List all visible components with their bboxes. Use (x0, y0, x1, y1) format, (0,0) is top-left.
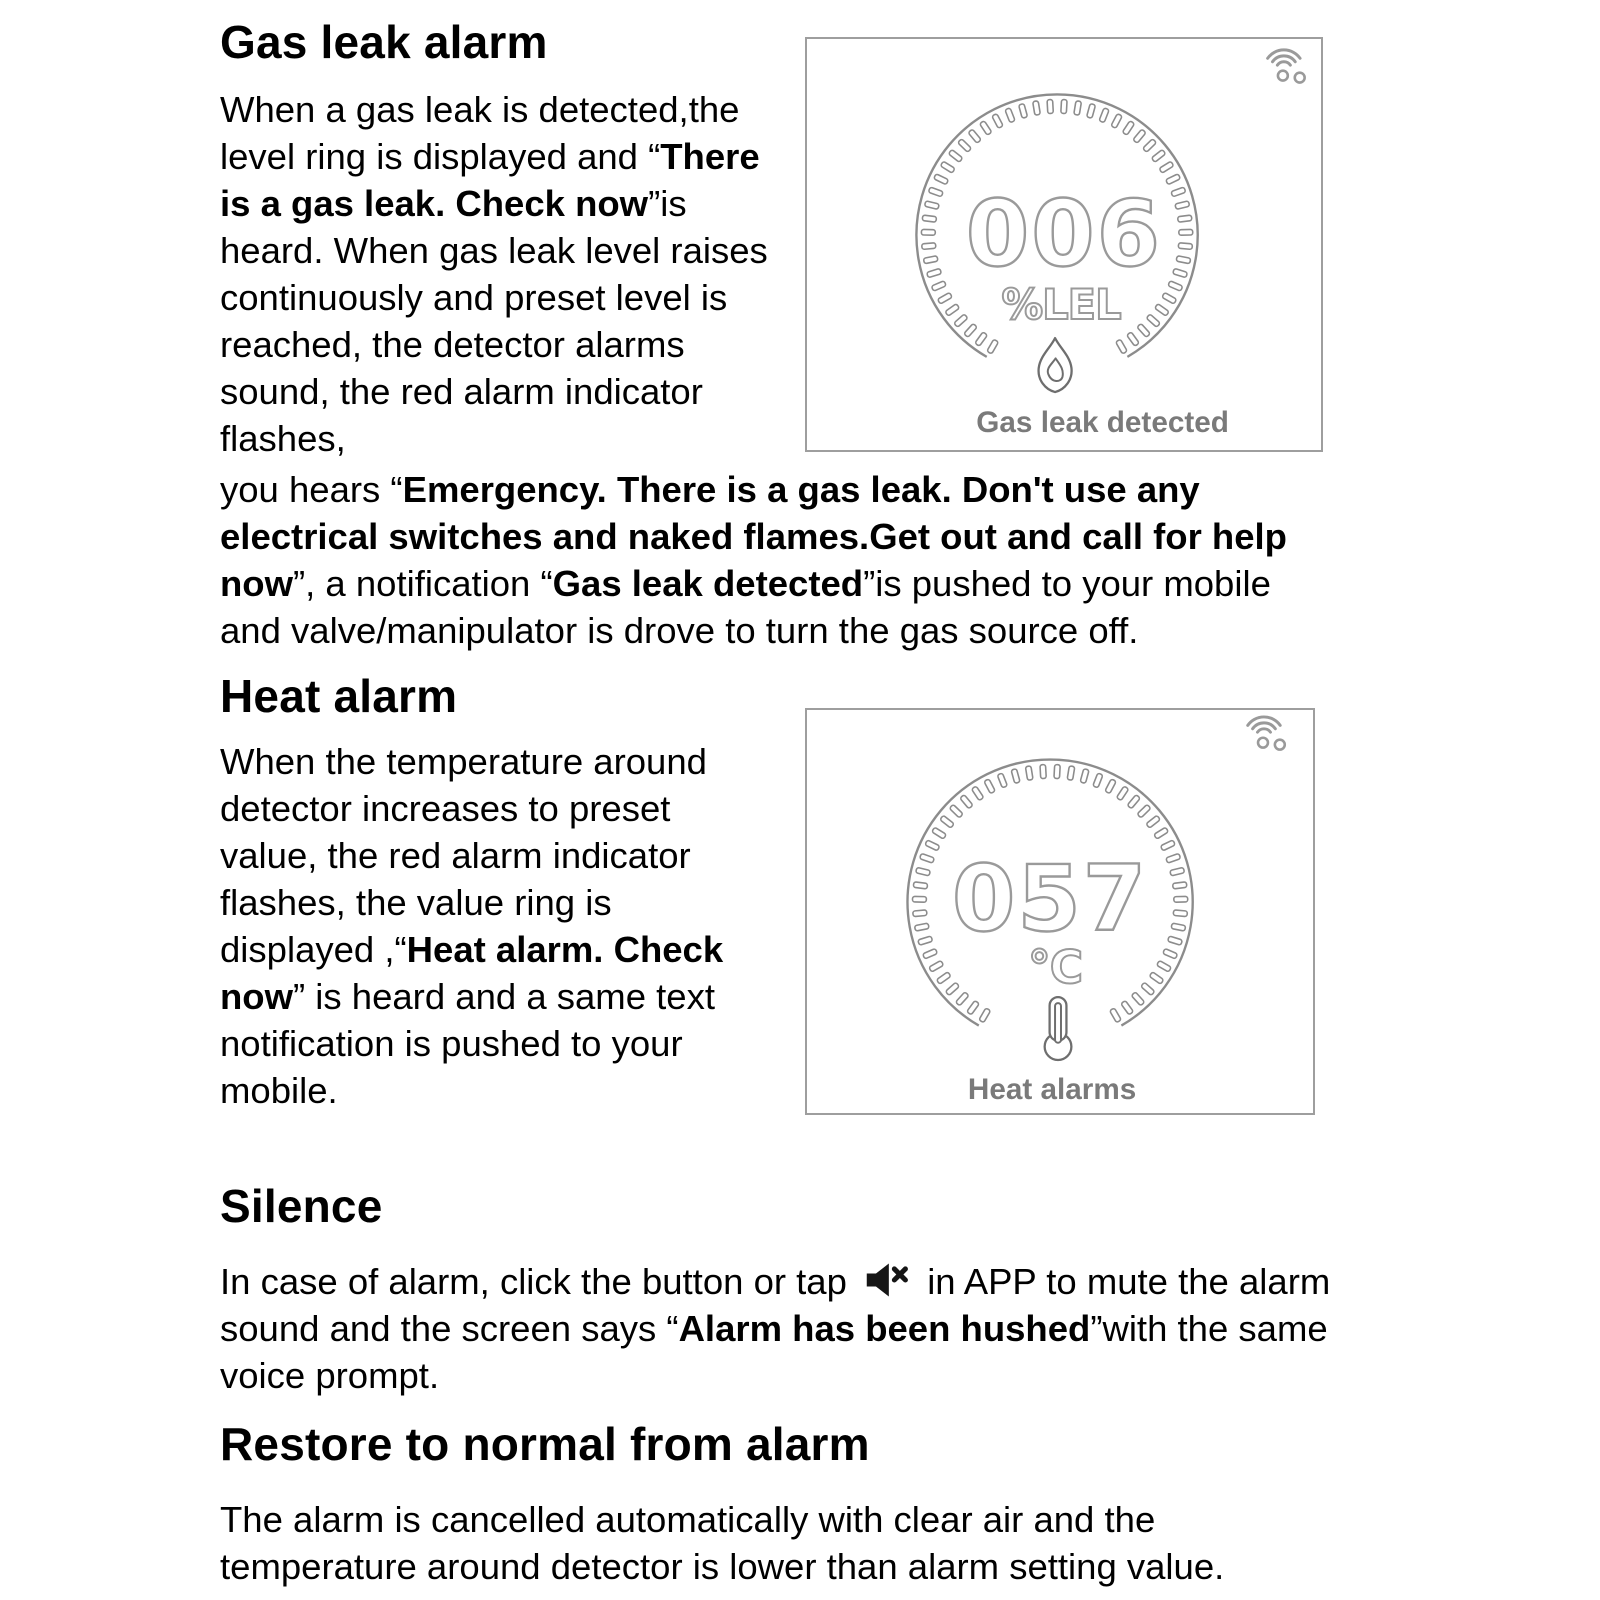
thermometer-icon (1045, 997, 1072, 1060)
gas-level-value: 006 (965, 181, 1163, 288)
gas-leak-paragraph: When a gas leak is detected,the level ring is displayed and “There is a gas leak. Check now”is heard. When gas leak level raises continuously and preset level is reached, the detector alarms sound, the red alarm indicator flashes, (220, 89, 768, 459)
gas-level-unit: %LEL (1001, 279, 1121, 329)
mute-speaker-icon (864, 1261, 910, 1299)
wifi-icon (1248, 717, 1285, 750)
heat-value: 057 (952, 846, 1149, 953)
heat-screen-illustration (805, 708, 1315, 1115)
mute-speaker-glyph (864, 1261, 910, 1299)
gas-screen-svg (807, 39, 1321, 450)
flame-icon (1039, 338, 1072, 392)
heat-screen-svg (807, 710, 1313, 1113)
gas-leak-alarm-heading: Gas leak alarm (220, 16, 548, 68)
heat-alarm-heading: Heat alarm (220, 670, 458, 722)
gas-leak-paragraph-continued: you hears “Emergency. There is a gas leak. Don't use any electrical switches and naked flames.Get out and call for help now”, a notification “Gas leak detected”is pushed to your mobile and valve/manipulator is drove to turn the gas source off. (220, 469, 1287, 651)
wifi-icon (1268, 50, 1305, 83)
gas-screen-label: Gas leak detected (976, 406, 1229, 440)
gas-screen-illustration (805, 37, 1323, 452)
heat-screen-label: Heat alarms (967, 1073, 1137, 1107)
heat-unit: °C (1027, 940, 1083, 994)
restore-heading: Restore to normal from alarm (220, 1418, 870, 1470)
restore-paragraph: The alarm is cancelled automatically with clear air and the temperature around detector is lower than alarm setting value. (220, 1499, 1225, 1587)
silence-paragraph: In case of alarm, click the button or tap in APP to mute the alarm sound and the screen says “Alarm has been hushed”with the same voice prompt. (220, 1261, 1331, 1396)
heat-alarm-paragraph: When the temperature around detector increases to preset value, the red alarm indicator flashes, the value ring is displayed ,“Heat alarm. Check now” is heard and a same text notification is pushed to your mobile. (220, 741, 724, 1111)
silence-heading: Silence (220, 1180, 383, 1232)
